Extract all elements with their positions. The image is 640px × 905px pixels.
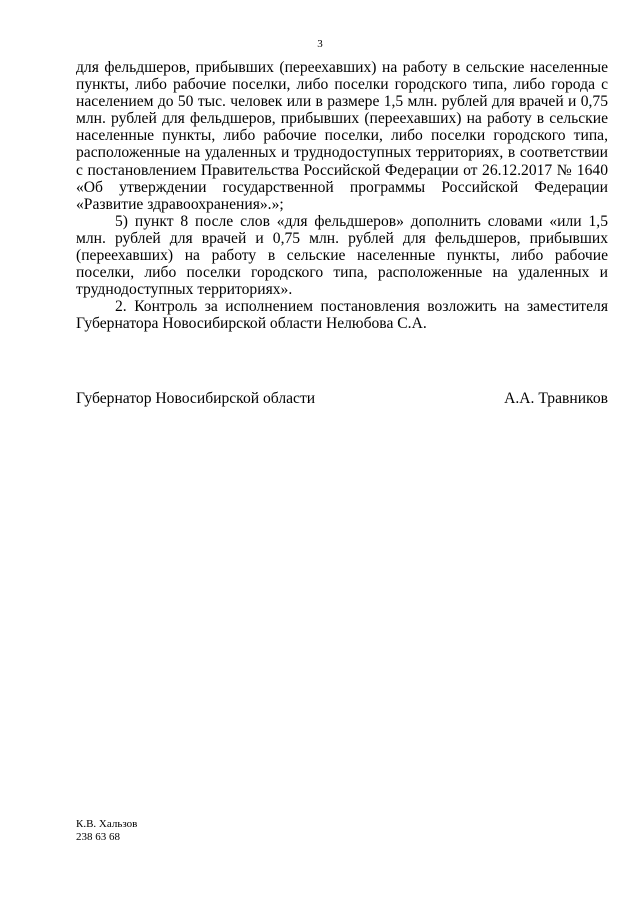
paragraph-item-5: 5) пункт 8 после слов «для фельдшеров» дополнить словами «или 1,5 млн. рублей для врачей и 0,75 млн. рублей для фельдшеров, прибывших (переехавших) на работу в сельские населенные пункты, либо рабочие поселки, либо поселки городского типа, расположенные на удаленных и труднодоступных территориях». — [76, 212, 608, 299]
page-number: 3 — [317, 38, 323, 50]
executor-name: К.В. Хальзов — [76, 818, 138, 830]
signatory-name: А.А. Травников — [504, 390, 608, 407]
executor-block — [76, 818, 137, 844]
signatory-title: Губернатор Новосибирской области — [76, 390, 316, 407]
document-body — [76, 59, 608, 333]
executor-phone: 238 63 68 — [76, 831, 120, 843]
paragraph-control-clause: 2. Контроль за исполнением постановления возложить на заместителя Губернатора Новосибирской области Нелюбова С.А. — [76, 298, 608, 333]
paragraph-continuation: для фельдшеров, прибывших (переехавших) на работу в сельские населенные пункты, либо рабочие поселки, либо поселки городского типа, либо города с населением до 50 тыс. человек или в размере 1,5 млн. рублей для врачей и 0,75 млн. рублей для фельдшеров, прибывших (переехавших) на работу в сельские населенные пункты, либо рабочие поселки, либо поселки городского типа, расположенные на удаленных и труднодоступных территориях, в соответствии с постановлением Правительства Российской Федерации от 26.12.2017 № 1640 «Об утверждении государственной программы Российской Федерации «Развитие здравоохранения».»; — [76, 59, 608, 213]
